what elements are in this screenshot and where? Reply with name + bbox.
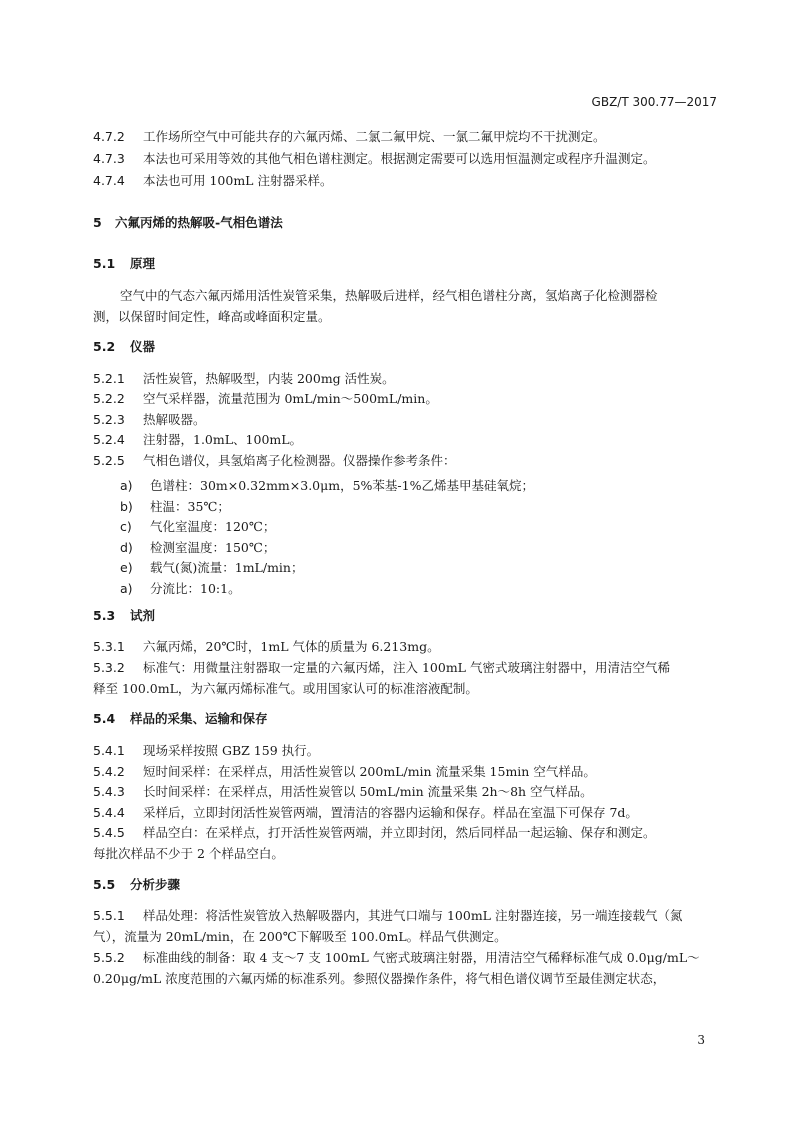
clause-number: 5.3.1	[93, 639, 125, 654]
paragraph-line: 气），流量为 20mL/min，在 200℃下解吸至 100.0mL。样品气供测定。	[93, 929, 507, 944]
clause-5-4-3	[93, 786, 593, 799]
list-marker: c)	[120, 519, 132, 534]
list-item	[120, 517, 275, 535]
section-5-4-heading	[93, 713, 268, 726]
paragraph-line: 每批次样品不少于 2 个样品空白。	[93, 846, 284, 861]
paragraph-line: 释至 100.0mL，为六氟丙烯标准气。或用国家认可的标准溶液配制。	[93, 681, 478, 696]
clause-text: 活性炭管，热解吸型，内装 200mg 活性炭。	[143, 371, 395, 386]
clause-number: 5.2.2	[93, 391, 125, 406]
section-number: 5.5	[93, 877, 116, 892]
section-title: 试剂	[130, 608, 156, 623]
clause-text: 样品空白：在采样点，打开活性炭管两端，并立即封闭，然后同样品一起运输、保存和测定。	[143, 825, 656, 840]
clause-text: 现场采样按照 GBZ 159 执行。	[143, 743, 320, 758]
clause-number: 5.2.5	[93, 453, 125, 468]
section-title: 样品的采集、运输和保存	[130, 711, 268, 726]
clause-5-4-2	[93, 766, 596, 779]
clause-number: 5.5.2	[93, 950, 125, 965]
paragraph-line: 测，以保留时间定性，峰高或峰面积定量。	[93, 309, 331, 324]
clause-number: 5.4.4	[93, 805, 125, 820]
clause-5-2-2	[93, 393, 438, 406]
clause-4-7-2	[93, 131, 606, 144]
clause-number: 5.4.2	[93, 764, 125, 779]
clause-text: 工作场所空气中可能共存的六氟丙烯、二氯二氟甲烷、一氯二氟甲烷均不干扰测定。	[143, 129, 606, 144]
clause-number: 5.2.3	[93, 412, 125, 427]
clause-5-5-1	[93, 910, 682, 923]
clause-text: 空气采样器，流量范围为 0mL/min～500mL/min。	[143, 391, 438, 406]
clause-4-7-3	[93, 153, 656, 166]
clause-5-3-2	[93, 662, 670, 675]
section-5-5-heading	[93, 879, 180, 892]
section-5-1-heading	[93, 258, 155, 271]
list-marker: b)	[120, 499, 133, 514]
clause-number: 5.4.5	[93, 825, 125, 840]
clause-number: 4.7.2	[93, 129, 125, 144]
clause-5-4-4	[93, 807, 638, 820]
list-marker: e)	[120, 560, 133, 575]
clause-5-4-5	[93, 827, 656, 840]
section-number: 5.4	[93, 711, 116, 726]
section-number: 5	[93, 215, 102, 230]
list-marker: d)	[120, 540, 133, 555]
list-item	[120, 558, 303, 576]
clause-number: 5.4.1	[93, 743, 125, 758]
clause-text: 本法也可采用等效的其他气相色谱柱测定。根据测定需要可以选用恒温测定或程序升温测定。	[143, 151, 656, 166]
clause-text: 长时间采样：在采样点，用活性炭管以 50mL/min 流量采集 2h～8h 空气样品。	[143, 784, 593, 799]
clause-text: 热解吸器。	[143, 412, 206, 427]
list-marker: a)	[120, 478, 133, 493]
list-text: 色谱柱：30m×0.32mm×3.0μm，5%苯基-1%乙烯基甲基硅氧烷；	[150, 478, 534, 493]
section-title: 六氟丙烯的热解吸-气相色谱法	[115, 215, 283, 230]
clause-text: 短时间采样：在采样点，用活性炭管以 200mL/min 流量采集 15min 空气样品。	[143, 764, 596, 779]
clause-5-5-2	[93, 952, 700, 965]
section-5-heading	[93, 217, 283, 230]
list-item	[120, 538, 275, 556]
clause-5-2-3	[93, 414, 206, 427]
clause-text: 注射器，1.0mL、100mL。	[143, 432, 303, 447]
clause-5-2-4	[93, 434, 302, 447]
clause-5-2-1	[93, 373, 395, 386]
paragraph-line: 空气中的气态六氟丙烯用活性炭管采集，热解吸后进样，经气相色谱柱分离，氢焰离子化检测器检	[120, 288, 658, 303]
standard-code: GBZ/T 300.77—2017	[591, 95, 717, 109]
section-number: 5.3	[93, 608, 116, 623]
clause-text: 标准气：用微量注射器取一定量的六氟丙烯，注入 100mL 气密式玻璃注射器中，用清洁空气稀	[143, 660, 670, 675]
clause-number: 4.7.3	[93, 151, 125, 166]
section-title: 原理	[130, 256, 156, 271]
clause-number: 5.2.1	[93, 371, 125, 386]
clause-number: 5.5.1	[93, 908, 125, 923]
clause-4-7-4	[93, 175, 332, 188]
section-title: 仪器	[130, 339, 156, 354]
section-5-2-heading	[93, 341, 155, 354]
clause-5-2-5	[93, 455, 456, 468]
clause-text: 本法也可用 100mL 注射器采样。	[143, 173, 333, 188]
list-item	[120, 476, 534, 494]
list-marker: a)	[120, 581, 133, 596]
page-number: 3	[697, 1033, 705, 1047]
section-5-3-heading	[93, 610, 155, 623]
clause-text: 采样后，立即封闭活性炭管两端，置清洁的容器内运输和保存。样品在室温下可保存 7d。	[143, 805, 638, 820]
clause-text: 气相色谱仪，具氢焰离子化检测器。仪器操作参考条件：	[143, 453, 456, 468]
paragraph-line: 0.20μg/mL 浓度范围的六氟丙烯的标准系列。参照仪器操作条件，将气相色谱仪调节至最佳测定状态，	[93, 971, 666, 986]
clause-text: 样品处理：将活性炭管放入热解吸器内，其进气口端与 100mL 注射器连接，另一端连接载气（氮	[143, 908, 683, 923]
clause-5-3-1	[93, 641, 440, 654]
clause-5-4-1	[93, 745, 319, 758]
list-text: 检测室温度：150℃；	[150, 540, 276, 555]
list-text: 气化室温度：120℃；	[150, 519, 276, 534]
clause-number: 4.7.4	[93, 173, 125, 188]
clause-number: 5.3.2	[93, 660, 125, 675]
section-number: 5.2	[93, 339, 116, 354]
clause-text: 标准曲线的制备：取 4 支～7 支 100mL 气密式玻璃注射器，用清洁空气稀释标准气成 0.0μg/mL～	[143, 950, 700, 965]
section-number: 5.1	[93, 256, 116, 271]
list-text: 分流比：10:1。	[150, 581, 241, 596]
list-text: 载气(氮)流量：1mL/min；	[150, 560, 304, 575]
section-title: 分析步骤	[130, 877, 181, 892]
list-text: 柱温：35℃；	[150, 499, 230, 514]
list-item	[120, 579, 241, 597]
list-item	[120, 497, 230, 515]
clause-number: 5.4.3	[93, 784, 125, 799]
clause-text: 六氟丙烯，20℃时，1mL 气体的质量为 6.213mg。	[143, 639, 440, 654]
clause-number: 5.2.4	[93, 432, 125, 447]
